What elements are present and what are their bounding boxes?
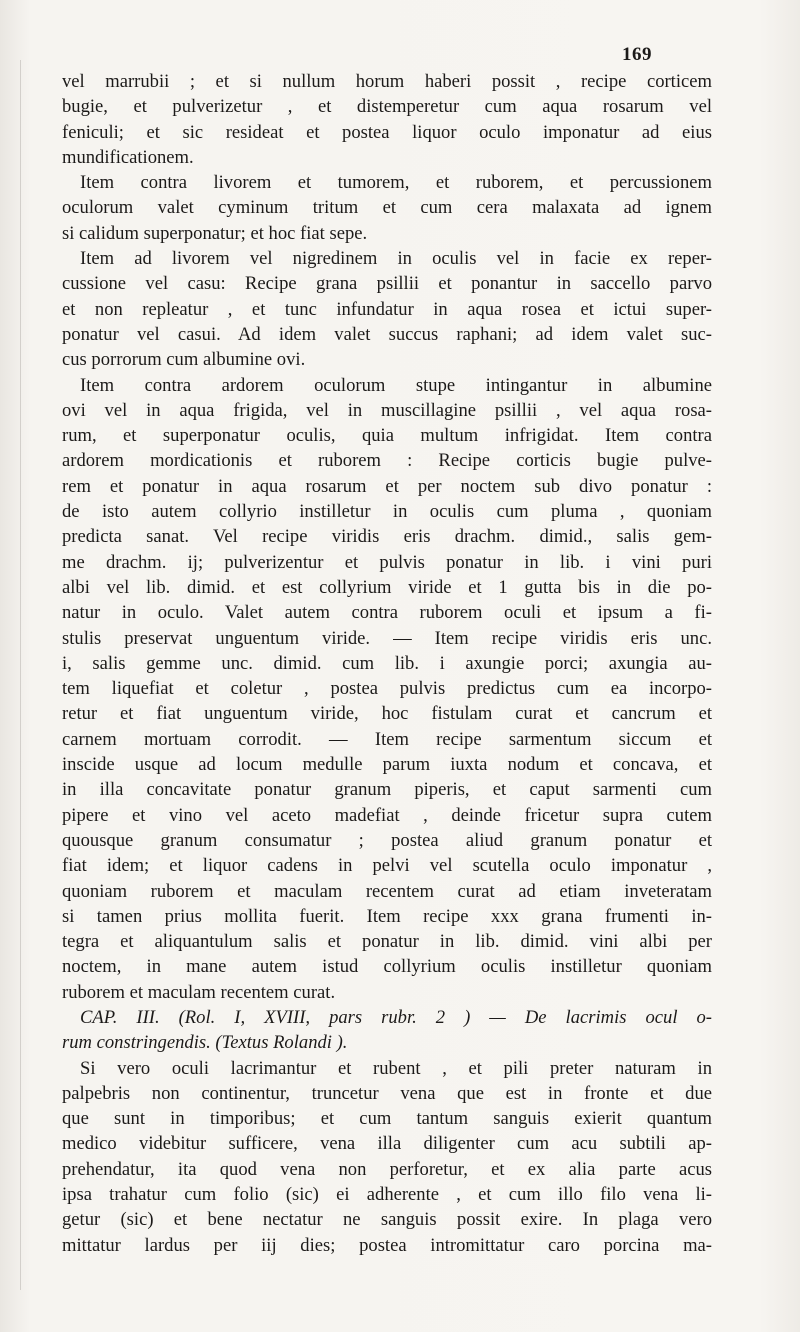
text-line: fiat idem; et liquor cadens in pelvi vel scutella oculo imponatur , bbox=[62, 855, 712, 877]
text-line: CAP. III. (Rol. I, XVIII, pars rubr. 2 ) — De lacrimis ocul o- bbox=[80, 1006, 712, 1028]
text-line: pipere et vino vel aceto madefiat , deinde fricetur supra cutem bbox=[62, 804, 712, 826]
text-line: stulis preservat unguentum viride. — Item recipe viridis eris unc. bbox=[62, 627, 712, 649]
text-line: albi vel lib. dimid. et est collyrium viride et 1 gutta bis in die po- bbox=[62, 576, 712, 598]
text-line: si calidum superponatur; et hoc fiat sepe. bbox=[62, 222, 368, 244]
text-line: ovi vel in aqua frigida, vel in muscillagine psillii , vel aqua rosa- bbox=[62, 399, 712, 421]
text-line: cussione vel casu: Recipe grana psillii et ponantur in saccello parvo bbox=[62, 273, 712, 295]
text-line: mittatur lardus per iij dies; postea intromittatur caro porcina ma- bbox=[62, 1234, 712, 1256]
text-line: Si vero oculi lacrimantur et rubent , et pili preter naturam in bbox=[80, 1057, 712, 1079]
text-line: inscide usque ad locum medulle parum iuxta nodum et concava, et bbox=[62, 754, 712, 776]
text-line: rem et ponatur in aqua rosarum et per noctem sub divo ponatur : bbox=[62, 475, 712, 497]
text-line: tegra et aliquantulum salis et ponatur in lib. dimid. vini albi per bbox=[62, 931, 712, 953]
text-line: in illa concavitate ponatur granum piperis, et caput sarmenti cum bbox=[62, 779, 712, 801]
text-line: bugie, et pulverizetur , et distemperetur cum aqua rosarum vel bbox=[62, 96, 712, 118]
text-line: getur (sic) et bene nectatur ne sanguis possit exire. In plaga vero bbox=[62, 1209, 712, 1231]
text-line: me drachm. ij; pulverizentur et pulvis ponatur in lib. i vini puri bbox=[62, 551, 712, 573]
text-line: ardorem mordicationis et ruborem : Recipe corticis bugie pulve- bbox=[62, 450, 712, 472]
text-line: carnem mortuam corrodit. — Item recipe sarmentum siccum et bbox=[62, 728, 712, 750]
text-line: medico videbitur sufficere, vena illa diligenter cum acu subtili ap- bbox=[62, 1133, 712, 1155]
text-line: palpebris non continentur, truncetur vena que est in fronte et due bbox=[62, 1082, 712, 1104]
text-line: rum, et superponatur oculis, quia multum infrigidat. Item contra bbox=[62, 425, 712, 447]
text-line: de isto autem collyrio instilletur in oculis cum pluma , quoniam bbox=[62, 501, 712, 523]
text-line: Item contra ardorem oculorum stupe intingantur in albumine bbox=[80, 374, 712, 396]
text-line: noctem, in mane autem istud collyrium oculis instilletur quoniam bbox=[62, 956, 712, 978]
text-line: si tamen prius mollita fuerit. Item recipe xxx grana frumenti in- bbox=[62, 905, 712, 927]
text-line: Item contra livorem et tumorem, et ruborem, et percussionem bbox=[80, 172, 712, 194]
text-line: vel marrubii ; et si nullum horum haberi possit , recipe corticem bbox=[62, 71, 712, 92]
body-text bbox=[62, 69, 712, 1258]
text-line: ruborem et maculam recentem curat. bbox=[62, 981, 336, 1003]
text-line: ipsa trahatur cum folio (sic) ei adherente , et cum illo filo vena li- bbox=[62, 1184, 712, 1206]
text-line: que sunt in timporibus; et cum tantum sanguis exierit quantum bbox=[62, 1108, 712, 1130]
page-number: 169 bbox=[622, 44, 652, 65]
text-line: quousque granum consumatur ; postea aliud granum ponatur et bbox=[62, 829, 712, 851]
text-line: Item ad livorem vel nigredinem in oculis vel in facie ex reper- bbox=[80, 248, 712, 270]
text-line: tem liquefiat et coletur , postea pulvis predictus cum ea incorpo- bbox=[62, 678, 712, 700]
text-line: oculorum valet cyminum tritum et cum cera malaxata ad ignem bbox=[62, 197, 712, 219]
text-line: ponatur vel casui. Ad idem valet succus raphani; ad idem valet suc- bbox=[62, 323, 712, 345]
text-line: et non repleatur , et tunc infundatur in aqua rosea et ictui super- bbox=[62, 298, 712, 320]
text-line: natur in oculo. Valet autem contra ruborem oculi et ipsum a fi- bbox=[62, 602, 712, 624]
text-line: retur et fiat unguentum viride, hoc fistulam curat et cancrum et bbox=[62, 703, 712, 725]
text-line: feniculi; et sic resideat et postea liquor oculo imponatur ad eius bbox=[62, 121, 712, 143]
binding-shadow bbox=[20, 60, 21, 1290]
text-line: i, salis gemme unc. dimid. cum lib. i axungie porci; axungia au- bbox=[62, 652, 712, 674]
text-line: predicta sanat. Vel recipe viridis eris drachm. dimid., salis gem- bbox=[62, 526, 712, 548]
text-line: cus porrorum cum albumine ovi. bbox=[62, 349, 306, 371]
text-line: prehendatur, ita quod vena non perforetur, et ex alia parte acus bbox=[62, 1158, 712, 1180]
text-line: quoniam ruborem et maculam recentem curat ad etiam inveteratam bbox=[62, 880, 712, 902]
text-line: rum constringendis. (Textus Rolandi ). bbox=[62, 1032, 348, 1054]
text-line: mundificationem. bbox=[62, 146, 194, 168]
